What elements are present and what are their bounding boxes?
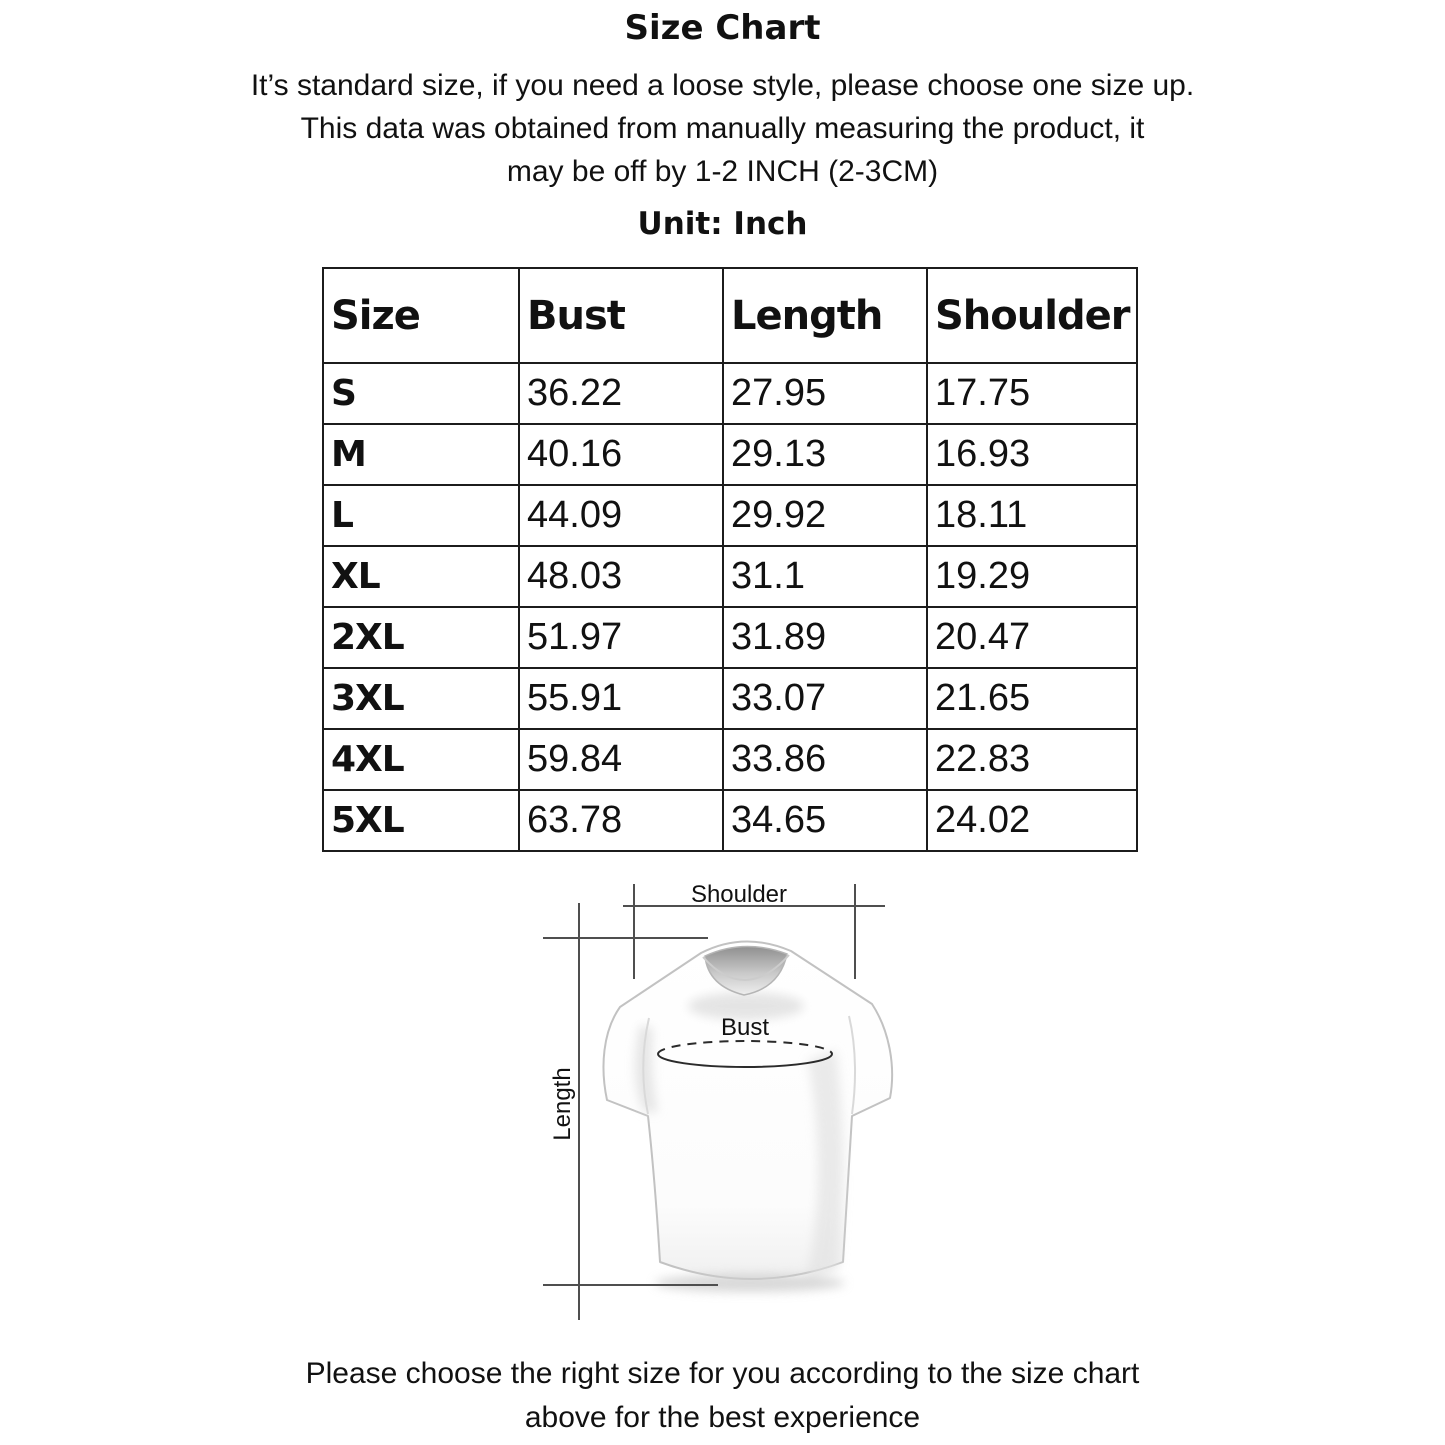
cell-bust: 40.16 [519,424,723,485]
table-row [323,485,1137,546]
column-header-bust: Bust [519,268,723,363]
cell-shoulder: 19.29 [927,546,1137,607]
footer-line-1: Please choose the right size for you according to the size chart [305,1357,1140,1390]
cell-length: 27.95 [723,363,927,424]
column-header-size: Size [323,268,519,363]
cell-shoulder: 17.75 [927,363,1137,424]
cell-size: 4XL [323,729,519,790]
cell-length: 33.07 [723,668,927,729]
cell-bust: 51.97 [519,607,723,668]
bust-label: Bust [720,1014,770,1041]
cell-bust: 44.09 [519,485,723,546]
cell-size: 5XL [323,790,519,851]
cell-bust: 63.78 [519,790,723,851]
cell-shoulder: 20.47 [927,607,1137,668]
description-line-3: may be off by 1-2 INCH (2-3CM) [506,155,939,188]
cell-bust: 59.84 [519,729,723,790]
shoulder-label: Shoulder [690,881,788,908]
cell-shoulder: 24.02 [927,790,1137,851]
cell-size: 2XL [323,607,519,668]
cell-length: 29.92 [723,485,927,546]
cell-size: L [323,485,519,546]
cell-size: 3XL [323,668,519,729]
cell-bust: 55.91 [519,668,723,729]
footer-line-2: above for the best experience [524,1401,921,1434]
column-header-length: Length [723,268,927,363]
description-line-2: This data was obtained from manually measuring the product, it [300,112,1145,145]
cell-size: S [323,363,519,424]
cell-length: 34.65 [723,790,927,851]
table-row [323,668,1137,729]
table-header-row [323,268,1137,363]
cell-shoulder: 21.65 [927,668,1137,729]
cell-size: XL [323,546,519,607]
table-row [323,790,1137,851]
column-header-shoulder: Shoulder [927,268,1137,363]
description [0,64,1445,193]
size-table [322,267,1138,852]
unit-label: Unit: Inch [637,206,808,242]
measurement-diagram [520,872,1000,1342]
cell-shoulder: 18.11 [927,485,1137,546]
cell-bust: 48.03 [519,546,723,607]
table-row [323,729,1137,790]
table-row [323,607,1137,668]
cell-bust: 36.22 [519,363,723,424]
cell-length: 33.86 [723,729,927,790]
table-row [323,363,1137,424]
table-row [323,424,1137,485]
cell-length: 31.89 [723,607,927,668]
description-line-1: It’s standard size, if you need a loose style, please choose one size up. [250,69,1195,102]
tshirt-graphic [603,941,892,1292]
cell-shoulder: 22.83 [927,729,1137,790]
cell-length: 31.1 [723,546,927,607]
table-row [323,546,1137,607]
page-title: Size Chart [624,8,821,48]
cell-length: 29.13 [723,424,927,485]
cell-size: M [323,424,519,485]
length-label: Length [549,1067,576,1141]
footer-note [0,1352,1445,1440]
cell-shoulder: 16.93 [927,424,1137,485]
